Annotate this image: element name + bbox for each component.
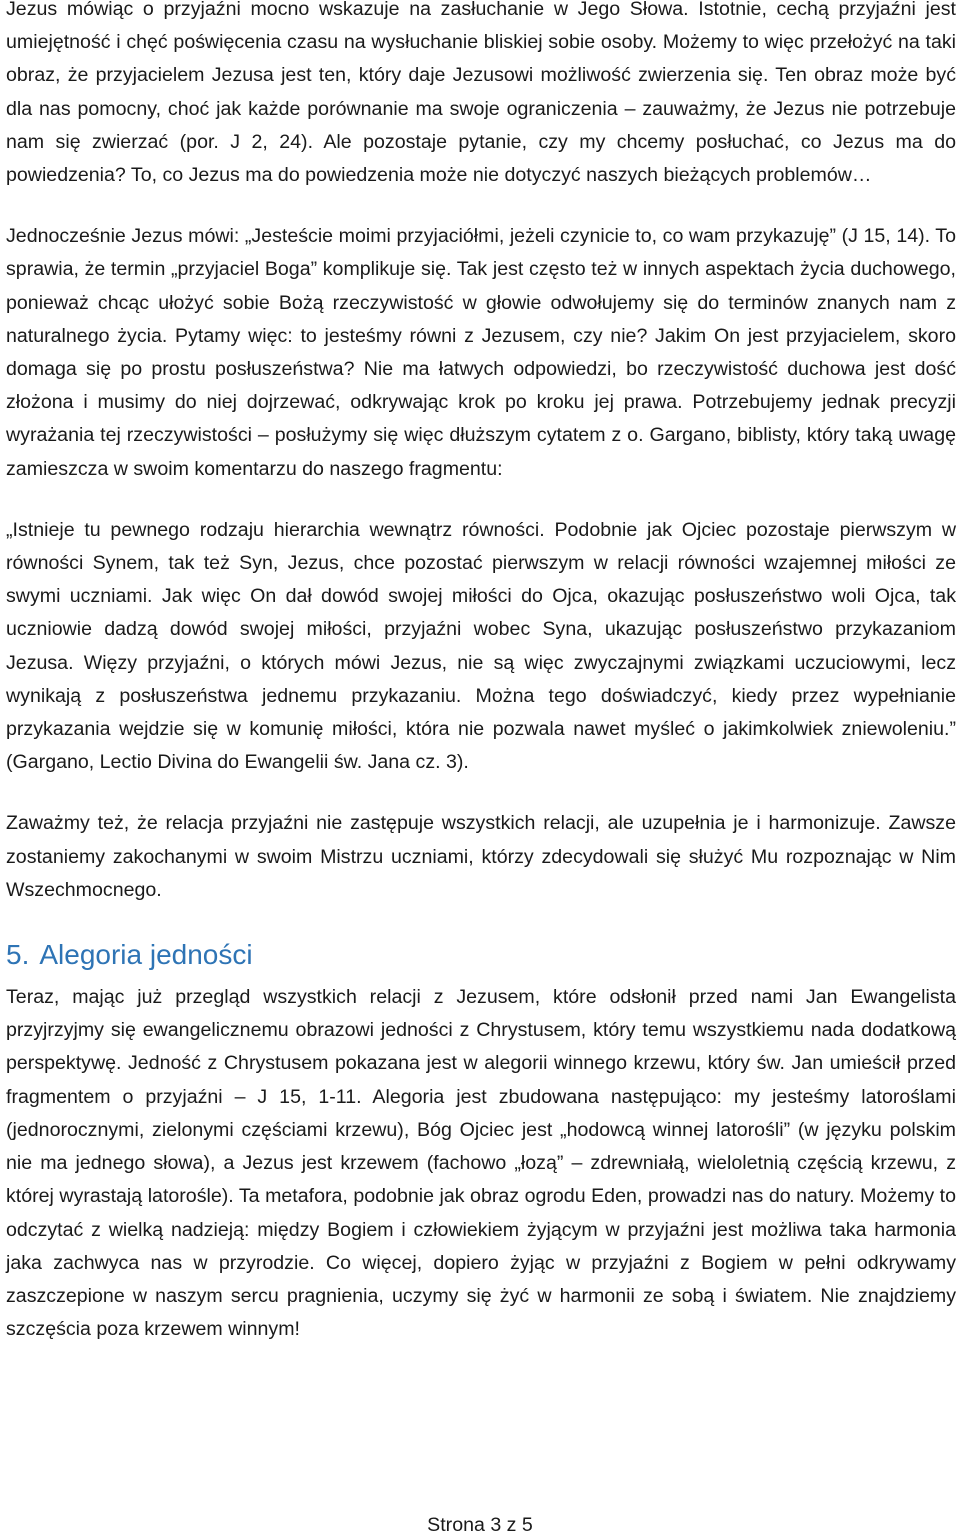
- section-heading: [6, 933, 956, 981]
- section-number: 5.: [6, 939, 30, 971]
- paragraph-friendship-obedience: Jednocześnie Jezus mówi: „Jesteście moimi przyjaciółmi, jeżeli czynicie to, co wam przykazuję” (J 15, 14). To sprawia, że termin „przyjaciel Boga” komplikuje się. Tak jest często też w innych aspektach życia duchowego, ponieważ chcąc ułożyć sobie Bożą rzeczywistość w głowie odwołujemy się do terminów znanych nam z naturalnego życia. Pytamy więc: to jesteśmy równi z Jezusem, czy nie? Jakim On jest przyjacielem, skoro domaga się po prostu posłuszeństwa? Nie ma łatwych odpowiedzi, bo rzeczywistość duchowa jest dość złożona i musimy do niej dojrzewać, odkrywając krok po kroku jej prawa. Potrzebujemy jednak precyzji wyrażania tej rzeczywistości – posłużymy się więc dłuższym cytatem z o. Gargano, biblisty, który taką uwagę zamieszcza w swoim komentarzu do naszego fragmentu:: [6, 225, 956, 480]
- paragraph-friendship-listening: Jezus mówiąc o przyjaźni mocno wskazuje na zasłuchanie w Jego Słowa. Istotnie, cechą przyjaźni jest umiejętność i chęć poświęcenia czasu na wysłuchanie bliskiej sobie osoby. Możemy to więc przełożyć na taki obraz, że przyjacielem Jezusa jest ten, który daje Jezusowi możliwość zwierzenia się. Ten obraz może być dla nas pomocny, choć jak każde porównanie ma swoje ograniczenia – zauważmy, że Jezus nie potrzebuje nam się zwierzać (por. J 2, 24). Ale pozostaje pytanie, czy my chcemy posłuchać, co Jezus ma do powiedzenia? To, co Jezus ma do powiedzenia może nie dotyczyć naszych bieżących problemów…: [6, 0, 956, 187]
- paragraph-relation-harmony: Zaważmy też, że relacja przyjaźni nie zastępuje wszystkich relacji, ale uzupełnia je i harmonizuje. Zawsze zostaniemy zakochanymi w swoim Mistrzu uczniami, którzy zdecydowali się służyć Mu rozpoznając w Nim Wszechmocnego.: [6, 812, 956, 901]
- quote-gargano: „Istnieje tu pewnego rodzaju hierarchia wewnątrz równości. Podobnie jak Ojciec pozostaje pierwszym w równości Synem, tak też Syn, Jezus, chce pozostać pierwszym w relacji równości wzajemnej miłości ze swymi uczniami. Jak więc On dał dowód swojej miłości do Ojca, okazując posłuszeństwo woli Ojca, tak uczniowie dadzą dowód swojej miłości, przyjaźni wobec Syna, ukazując posłuszeństwo przykazaniom Jezusa. Więzy przyjaźni, o których mówi Jezus, nie są więc zwyczajnymi związkami uczuciowymi, lecz wynikają z posłuszeństwa jednemu przykazaniu. Można tego doświadczyć, kiedy przez wypełnianie przykazania wejdzie się w komunię miłości, która nie pozwala nawet myśleć o jakimkolwiek zniewoleniu.” (Gargano, Lectio Divina do Ewangelii św. Jana cz. 3).: [6, 518, 956, 774]
- page-footer: Strona 3 z 5: [427, 1514, 533, 1536]
- section-title: Alegoria jedności: [39, 939, 253, 971]
- paragraph-allegory: Teraz, mając już przegląd wszystkich relacji z Jezusem, które odsłonił przed nami Jan Ewangelista przyjrzyjmy się ewangelicznemu obrazowi jedności z Chrystusem, który temu wszystkiemu nada dodatkową perspektywę. Jedność z Chrystusem pokazana jest w alegorii winnego krzewu, który św. Jan umieścił przed fragmentem o przyjaźni – J 15, 1-11. Alegoria jest zbudowana następująco: my jesteśmy latoroślami (jednorocznymi, zielonymi częściami krzewu), Bóg Ojciec jest „hodowcą winnej latorośli” (w języku polskim nie ma jednego słowa), a Jezus jest krzewem (fachowo „łozą” – zdrewniałą, wieloletnią częścią krzewu, z której wyrastają latorośle). Ta metafora, podobnie jak obraz ogrodu Eden, prowadzi nas do natury. Możemy to odczytać z wielką nadzieją: między Bogiem i człowiekiem żyjącym w przyjaźni jest możliwa taka harmonia jaka zachwyca nas w przyrodzie. Co więcej, dopiero żyjąc w przyjaźni z Bogiem w pełni odkrywamy zaszczepione w naszym sercu pragnienia, uczymy się żyć w harmonii ze sobą i światem. Nie znajdziemy szczęścia poza krzewem winnym!: [6, 986, 956, 1341]
- document-page: [6, 0, 956, 1346]
